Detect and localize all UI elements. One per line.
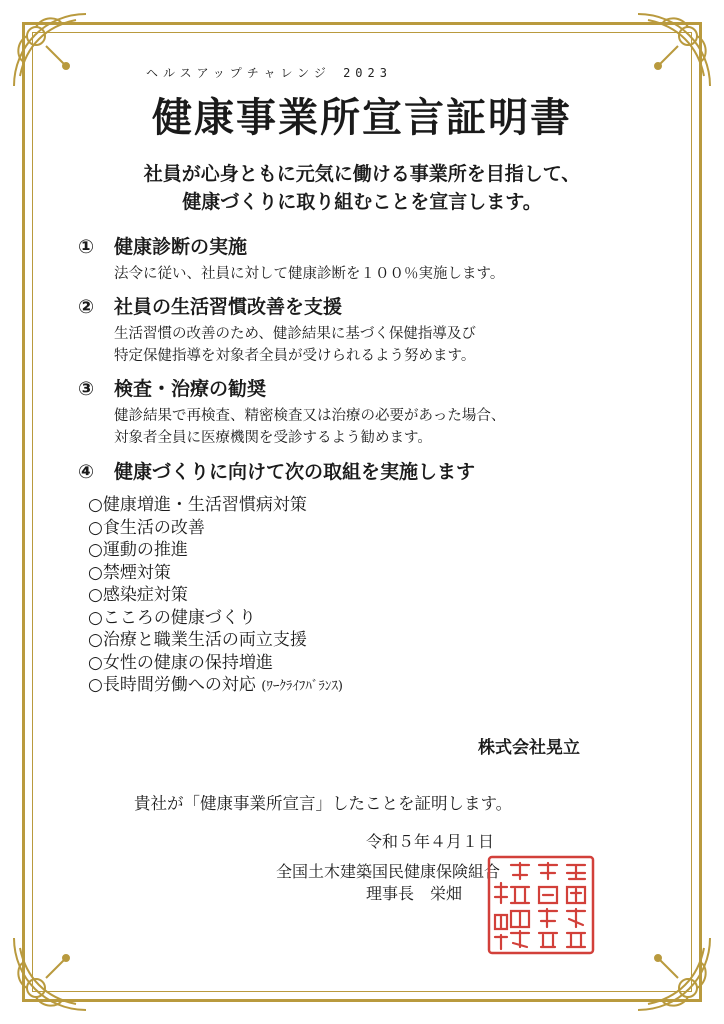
section-body-line: 特定保健指導を対象者全員が受けられるよう努めます。 bbox=[114, 348, 476, 364]
program-subtitle: ヘルスアップチャレンジ 2023 bbox=[146, 66, 392, 80]
section-body bbox=[114, 323, 658, 367]
issuer-organization: 全国土木建築国民健康保険組合 bbox=[276, 862, 501, 881]
intro-line: 健康づくりに取り組むことを宣言します。 bbox=[182, 191, 542, 213]
section-body-line: 法令に従い、社員に対して健康診断を１００％実施します。 bbox=[114, 266, 505, 282]
intro-line: 社員が心身ともに元気に働ける事業所を目指して、 bbox=[143, 163, 581, 185]
list-item: ○女性の健康の保持増進 bbox=[88, 652, 273, 673]
section-body bbox=[114, 263, 658, 285]
section-body bbox=[114, 405, 658, 449]
list-item: ○運動の推進 bbox=[88, 540, 188, 560]
section-number: ② bbox=[78, 296, 95, 318]
list-item-note: (ﾜｰｸﾗｲﾌﾊﾞﾗﾝｽ) bbox=[261, 679, 343, 694]
section-title: 健康診断の実施 bbox=[114, 236, 248, 258]
list-item: ○こころの健康づくり bbox=[88, 607, 256, 628]
section-body-line: 対象者全員に医療機関を受診するよう勧めます。 bbox=[114, 430, 432, 446]
corner-ornament-bottom-left bbox=[6, 926, 98, 1018]
initiatives-list bbox=[88, 494, 343, 699]
section-heading bbox=[78, 293, 658, 321]
section-title: 検査・治療の勧奨 bbox=[114, 378, 267, 400]
section-number: ③ bbox=[78, 378, 95, 400]
list-item: ○禁煙対策 bbox=[88, 562, 171, 583]
section-body-line: 生活習慣の改善のため、健診結果に基づく保健指導及び bbox=[114, 326, 476, 342]
declaration-intro bbox=[0, 160, 724, 216]
issuer-block bbox=[276, 861, 500, 905]
list-item: ○健康増進・生活習慣病対策 bbox=[88, 495, 307, 515]
certificate-title: 健康事業所宣言証明書 bbox=[152, 94, 572, 141]
corner-ornament-top-right bbox=[626, 6, 718, 98]
corner-ornament-bottom-right bbox=[626, 926, 718, 1018]
section-health-checkup bbox=[78, 233, 658, 285]
section-testing-treatment bbox=[78, 375, 658, 449]
section-title: 健康づくりに向けて次の取組を実施します bbox=[114, 461, 476, 483]
issuer-representative: 理事長 栄畑 bbox=[366, 884, 463, 903]
section-heading bbox=[78, 458, 658, 486]
section-lifestyle-support bbox=[78, 293, 658, 367]
section-number: ④ bbox=[78, 461, 95, 483]
corner-ornament-top-left bbox=[6, 6, 98, 98]
issue-date: 令和５年４月１日 bbox=[366, 832, 495, 851]
section-heading bbox=[78, 233, 658, 261]
section-heading bbox=[78, 375, 658, 403]
list-item: ○食生活の改善 bbox=[88, 517, 205, 538]
section-initiatives bbox=[78, 458, 658, 486]
certification-statement: 貴社が「健康事業所宣言」したことを証明します。 bbox=[134, 794, 513, 813]
list-item: ○治療と職業生活の両立支援 bbox=[88, 630, 307, 650]
company-name: 株式会社晃立 bbox=[478, 738, 580, 758]
list-item: ○感染症対策 bbox=[88, 585, 188, 605]
section-title: 社員の生活習慣改善を支援 bbox=[114, 296, 343, 318]
section-body-line: 健診結果で再検査、精密検査又は治療の必要があった場合、 bbox=[114, 408, 506, 424]
list-item bbox=[88, 674, 343, 699]
section-number: ① bbox=[78, 236, 95, 258]
official-seal-stamp bbox=[481, 853, 601, 957]
list-item-text: ○長時間労働への対応 bbox=[88, 675, 256, 695]
